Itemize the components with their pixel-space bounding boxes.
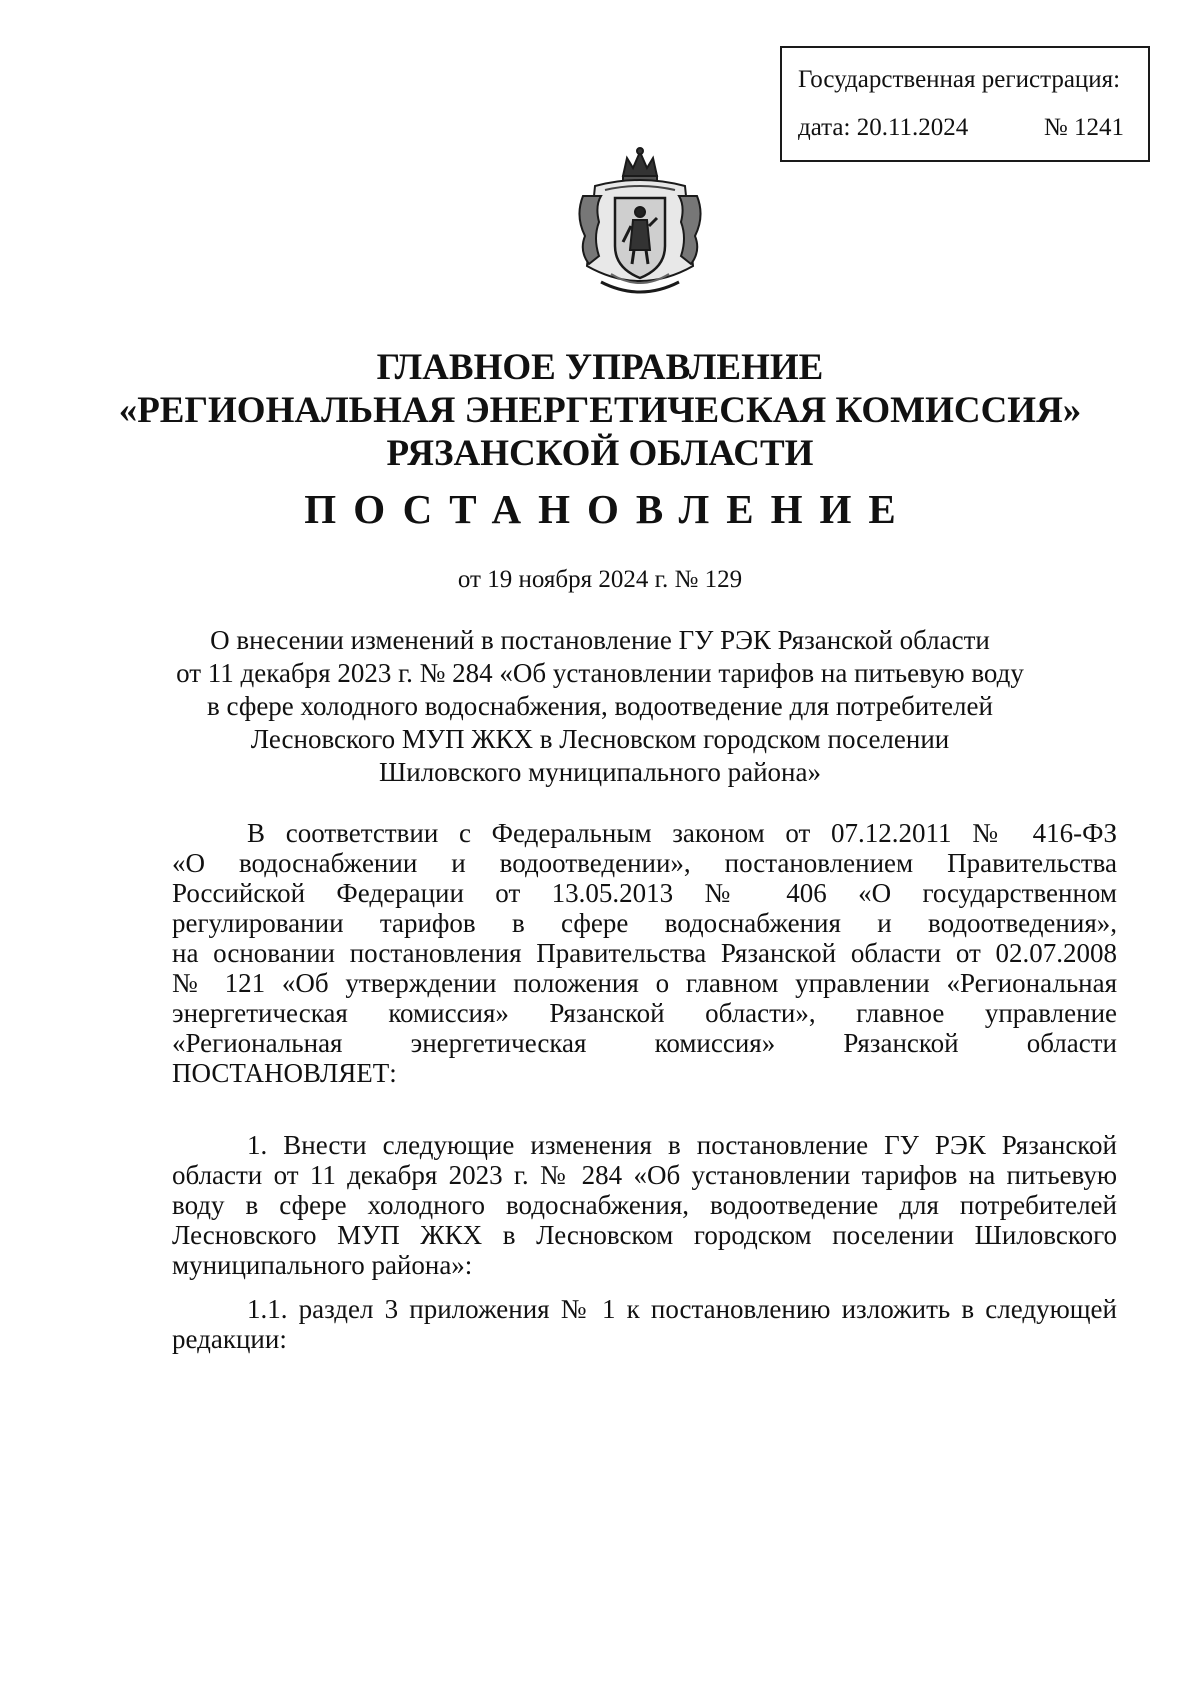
agency-name-line-3: РЯЗАНСКОЙ ОБЛАСТИ <box>386 433 814 474</box>
document-subject-line: от 11 декабря 2023 г. № 284 «Об установлении тарифов на питьевую воду <box>176 658 1024 688</box>
registration-stamp <box>780 46 1150 162</box>
document-subject-line: Шиловского муниципального района» <box>379 757 821 787</box>
document-subject-line: Лесновского МУП ЖКХ в Лесновском городском поселении <box>250 724 950 754</box>
preamble-line: «Региональная энергетическая комиссия» Рязанской области <box>172 1028 1117 1058</box>
ryazan-coat-of-arms-icon <box>565 146 715 304</box>
document-subject <box>0 624 1200 789</box>
preamble-line: на основании постановления Правительства Рязанской области от 02.07.2008 <box>172 938 1117 968</box>
registration-date-row <box>798 114 1132 142</box>
preamble-line: Российской Федерации от 13.05.2013 № 406 «О государственном <box>172 878 1117 908</box>
item-1-line: Лесновского МУП ЖКХ в Лесновском городском поселении Шиловского <box>172 1220 1117 1250</box>
document-type-heading: ПОСТАНОВЛЕНИЕ <box>304 486 913 532</box>
agency-name <box>0 346 1200 475</box>
item-1-line: муниципального района»: <box>172 1250 473 1280</box>
item-1-line: области от 11 декабря 2023 г. № 284 «Об установлении тарифов на питьевую <box>172 1160 1117 1190</box>
item-1-line: 1. Внести следующие изменения в постановление ГУ РЭК Рязанской <box>247 1130 1117 1160</box>
agency-name-line-2: «РЕГИОНАЛЬНАЯ ЭНЕРГЕТИЧЕСКАЯ КОМИССИЯ» <box>118 390 1082 431</box>
item-1-line: воду в сфере холодного водоснабжения, водоотведение для потребителей <box>172 1190 1117 1220</box>
item-1-1-paragraph <box>172 1294 1117 1354</box>
registration-date: дата: 20.11.2024 <box>798 114 969 141</box>
agency-name-line-1: ГЛАВНОЕ УПРАВЛЕНИЕ <box>376 347 824 388</box>
registration-number: № 1241 <box>1043 114 1124 141</box>
preamble-line: регулировании тарифов в сфере водоснабжения и водоотведения», <box>172 908 1117 938</box>
document-subject-line: О внесении изменений в постановление ГУ РЭК Рязанской области <box>210 625 990 655</box>
preamble-line: «О водоснабжении и водоотведении», постановлением Правительства <box>172 848 1117 878</box>
document-subject-line: в сфере холодного водоснабжения, водоотведение для потребителей <box>207 691 993 721</box>
item-1-1-line: 1.1. раздел 3 приложения № 1 к постановлению изложить в следующей <box>247 1294 1117 1324</box>
preamble-paragraph <box>172 818 1117 1088</box>
item-1-1-line: редакции: <box>172 1324 287 1354</box>
item-1-paragraph <box>172 1130 1117 1280</box>
document-date-number: от 19 ноября 2024 г. № 129 <box>457 566 743 593</box>
preamble-line: № 121 «Об утверждении положения о главном управлении «Региональная <box>172 968 1117 998</box>
preamble-line: ПОСТАНОВЛЯЕТ: <box>172 1058 397 1088</box>
registration-title: Государственная регистрация: <box>798 66 1121 93</box>
preamble-line: В соответствии с Федеральным законом от 07.12.2011 № 416-ФЗ <box>247 818 1117 848</box>
preamble-line: энергетическая комиссия» Рязанской области», главное управление <box>172 998 1117 1028</box>
